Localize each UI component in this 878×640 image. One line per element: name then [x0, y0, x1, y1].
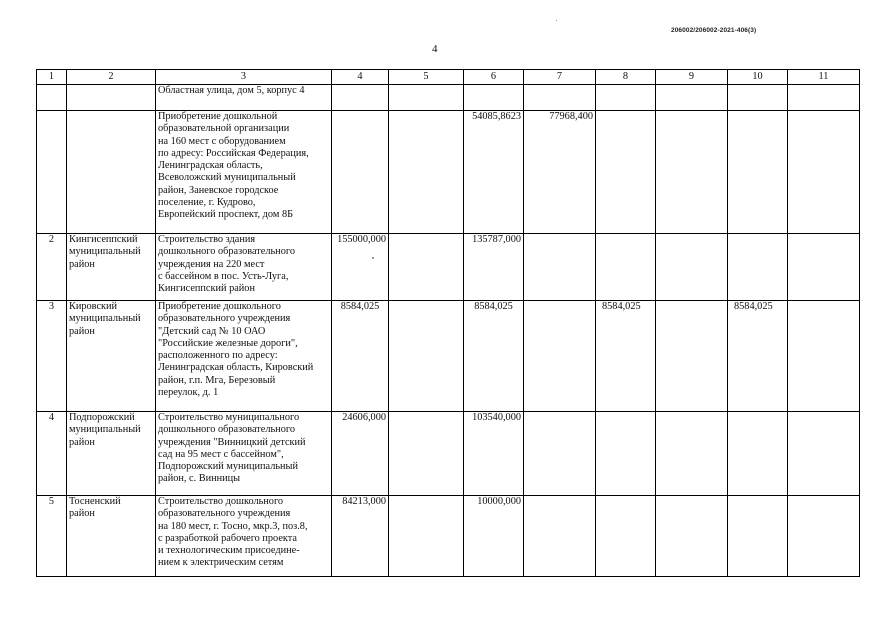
- column-header: 8: [596, 70, 656, 85]
- value-cell: 8584,025: [464, 301, 524, 412]
- table-row: [37, 85, 860, 111]
- value-cell: [656, 301, 728, 412]
- value-cell: [656, 412, 728, 496]
- object-cell: Областная улица, дом 5, корпус 4: [156, 85, 332, 111]
- value-cell: [656, 496, 728, 577]
- value-cell: 54085,8623: [464, 111, 524, 234]
- value-cell: [389, 234, 464, 301]
- table-row: [37, 412, 860, 496]
- value-cell: 155000,000: [332, 234, 389, 301]
- value-cell: [728, 412, 788, 496]
- value-cell: [656, 111, 728, 234]
- value-cell: 24606,000: [332, 412, 389, 496]
- value-cell: [332, 111, 389, 234]
- value-cell: [524, 412, 596, 496]
- value-cell: [524, 85, 596, 111]
- value-cell: 8584,025: [728, 301, 788, 412]
- value-cell: [728, 496, 788, 577]
- value-cell: [596, 412, 656, 496]
- district-cell: Подпорожский муниципальный район: [67, 412, 156, 496]
- column-header: 5: [389, 70, 464, 85]
- value-cell: [728, 111, 788, 234]
- data-table: [36, 69, 860, 577]
- value-cell: [524, 234, 596, 301]
- value-cell: [788, 496, 860, 577]
- object-cell: Приобретение дошкольной образовательной организации на 160 мест с оборудованием по адресу: Российская Федерация, Ленинградская область, Всеволожский муниципальный район, Заневское городское поселение, г. Кудрово, Европейский проспект, дом 8Б: [156, 111, 332, 234]
- value-cell: [596, 111, 656, 234]
- table-row: [37, 111, 860, 234]
- value-cell: [389, 85, 464, 111]
- district-cell: Кингисеппский муниципальный район: [67, 234, 156, 301]
- district-cell: Тосненский район: [67, 496, 156, 577]
- value-cell: 8584,025: [332, 301, 389, 412]
- page-number: 4: [432, 43, 438, 55]
- object-cell: Строительство здания дошкольного образовательного учреждения на 220 мест с бассейном в пос. Усть-Луга, Кингисеппский район: [156, 234, 332, 301]
- document-code: 206002/206002-2021-406(3): [671, 27, 757, 34]
- column-header: 9: [656, 70, 728, 85]
- value-cell: [656, 234, 728, 301]
- row-number: 2: [37, 234, 67, 301]
- column-header: 3: [156, 70, 332, 85]
- value-cell: 77968,400: [524, 111, 596, 234]
- value-cell: [464, 85, 524, 111]
- value-cell: [524, 496, 596, 577]
- value-cell: [596, 234, 656, 301]
- value-cell: 103540,000: [464, 412, 524, 496]
- column-header: 7: [524, 70, 596, 85]
- value-cell: [389, 496, 464, 577]
- value-cell: [524, 301, 596, 412]
- value-cell: [788, 412, 860, 496]
- row-number: [37, 111, 67, 234]
- row-number: 5: [37, 496, 67, 577]
- object-cell: Строительство муниципального дошкольного образовательного учреждения "Винницкий детский сад на 95 мест с бассейном", Подпорожский муниципальный район, с. Винницы: [156, 412, 332, 496]
- value-cell: [788, 301, 860, 412]
- row-number: [37, 85, 67, 111]
- object-cell: Строительство дошкольного образовательного учреждения на 180 мест, г. Тосно, мкр.3, поз.8, с разработкой рабочего проекта и технологическим присоедине- нием к электрическим сетям: [156, 496, 332, 577]
- value-cell: 135787,000: [464, 234, 524, 301]
- value-cell: [788, 234, 860, 301]
- district-cell: [67, 85, 156, 111]
- value-cell: [728, 85, 788, 111]
- scan-speck: [556, 20, 557, 21]
- value-cell: [788, 85, 860, 111]
- value-cell: [788, 111, 860, 234]
- value-cell: 10000,000: [464, 496, 524, 577]
- table-row: [37, 301, 860, 412]
- district-cell: Кировский муниципальный район: [67, 301, 156, 412]
- row-number: 3: [37, 301, 67, 412]
- value-cell: [389, 412, 464, 496]
- value-cell: 84213,000: [332, 496, 389, 577]
- column-header: 4: [332, 70, 389, 85]
- value-cell: [389, 301, 464, 412]
- column-header: 2: [67, 70, 156, 85]
- value-cell: [596, 496, 656, 577]
- column-header: 11: [788, 70, 860, 85]
- value-cell: [728, 234, 788, 301]
- row-number: 4: [37, 412, 67, 496]
- object-cell: Приобретение дошкольного образовательного учреждения "Детский сад № 10 ОАО "Российские железные дороги", расположенного по адресу: Ленинградская область, Кировский район, г.п. Мга, Березовый переулок, д. 1: [156, 301, 332, 412]
- column-header: 10: [728, 70, 788, 85]
- value-cell: 8584,025: [596, 301, 656, 412]
- value-cell: [596, 85, 656, 111]
- value-cell: [389, 111, 464, 234]
- district-cell: [67, 111, 156, 234]
- table-row: [37, 496, 860, 577]
- value-cell: [656, 85, 728, 111]
- column-header: 1: [37, 70, 67, 85]
- table-row: [37, 234, 860, 301]
- column-header: 6: [464, 70, 524, 85]
- value-cell: [332, 85, 389, 111]
- table-header-row: [37, 70, 860, 85]
